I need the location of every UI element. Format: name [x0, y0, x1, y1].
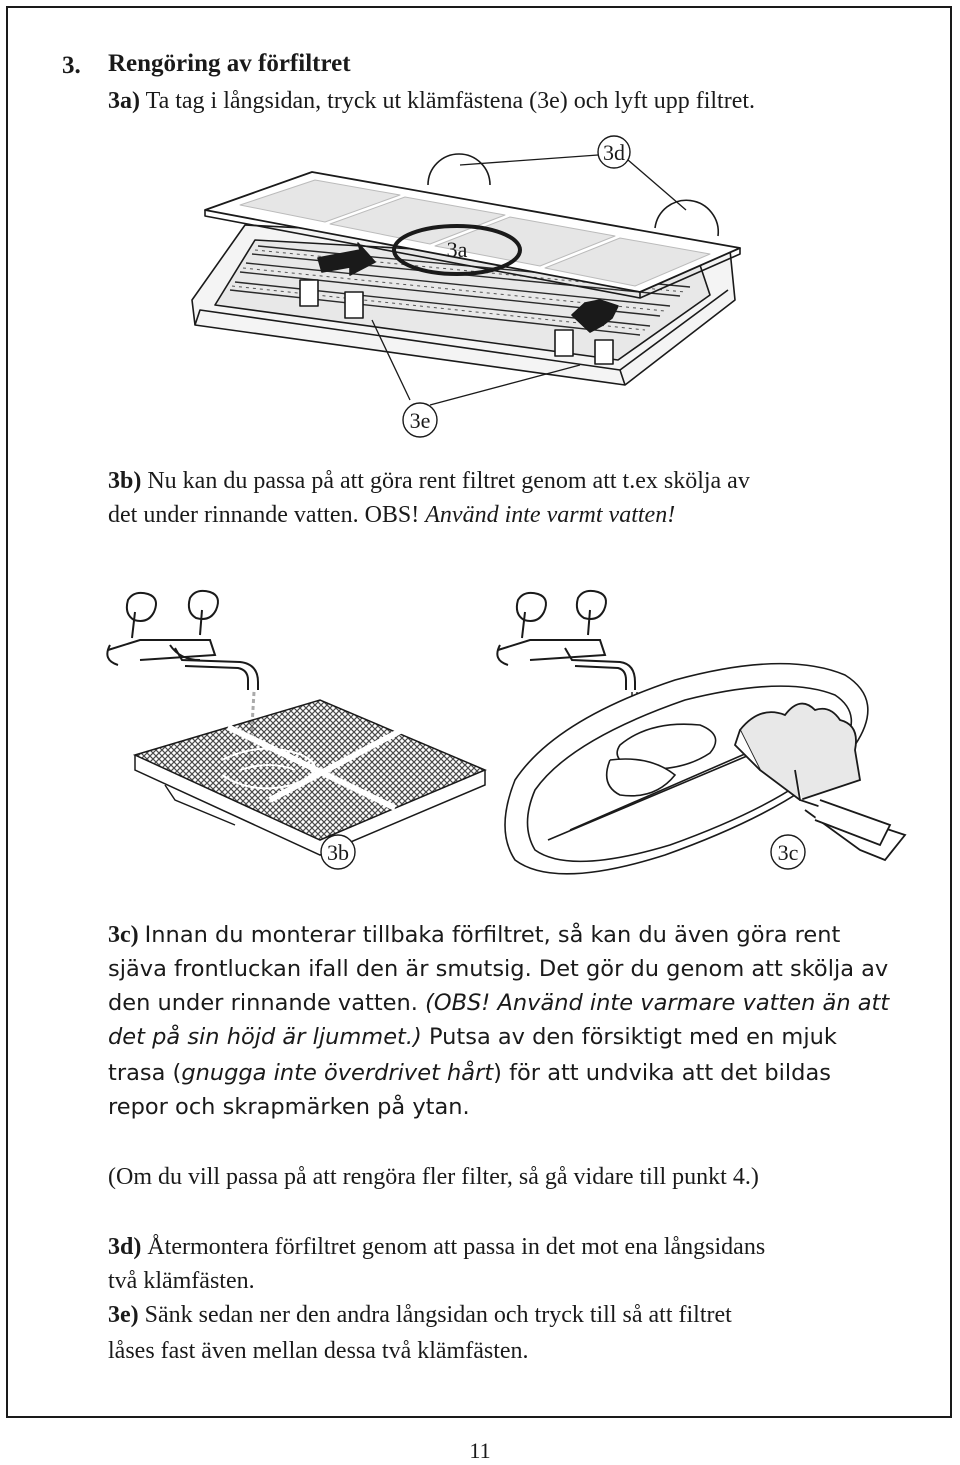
section-number: 3.	[62, 52, 81, 79]
note-text: (Om du vill passa på att rengöra fler filter, så gå vidare till punkt 4.)	[108, 1164, 759, 1190]
step-3c-line4: det på sin höjd är ljummet.) Putsa av den försiktigt med en mjuk	[108, 1024, 837, 1050]
step-3c-line5: trasa (gnugga inte överdrivet hårt) för att undvika att det bildas	[108, 1060, 831, 1086]
filter-mesh-panel	[135, 700, 485, 855]
callout-3e: 3e	[409, 408, 431, 433]
step-3a-text: Ta tag i långsidan, tryck ut klämfästena (3e) och lyft upp filtret.	[145, 88, 756, 114]
step-3e-line2: låses fast även mellan dessa två klämfästen.	[108, 1338, 529, 1364]
step-3c-line3: den under rinnande vatten. (OBS! Använd inte varmare vatten än att	[108, 990, 890, 1016]
step-3c-line2: sjäva frontluckan ifall den är smutsig. Det gör du genom att skölja av	[108, 956, 889, 982]
callout-3c: 3c	[777, 840, 799, 865]
step-3b-label: 3b)	[108, 468, 142, 494]
step-3e-line1: 3e) Sänk sedan ner den andra långsidan och tryck till så att filtret	[108, 1302, 732, 1328]
faucet-icon-right	[497, 591, 635, 690]
faucet-icon-left	[107, 591, 258, 690]
step-3c-label: 3c)	[108, 922, 139, 948]
step-3c-line1: 3c) Innan du monterar tillbaka förfiltret, så kan du även göra rent	[108, 922, 841, 948]
step-3d-line2: två klämfästen.	[108, 1268, 255, 1294]
step-3a-label: 3a)	[108, 88, 140, 114]
section-title: Rengöring av förfiltret	[108, 50, 351, 77]
step-3e-label: 3e)	[108, 1302, 139, 1328]
callout-3b: 3b	[327, 840, 349, 865]
step-3c-line6: repor och skrapmärken på ytan.	[108, 1094, 470, 1120]
page-number: 11	[469, 1438, 491, 1463]
step-3b-line1: 3b) Nu kan du passa på att göra rent filtret genom att t.ex skölja av	[108, 468, 750, 494]
callout-3d: 3d	[603, 140, 625, 165]
callout-3a: 3a	[446, 237, 468, 262]
step-3b-line2: det under rinnande vatten. OBS! Använd inte varmt vatten!	[108, 502, 676, 528]
step-3d-line1: 3d) Återmontera förfiltret genom att passa in det mot ena långsidans	[108, 1234, 766, 1260]
step-3d-label: 3d)	[108, 1234, 142, 1260]
